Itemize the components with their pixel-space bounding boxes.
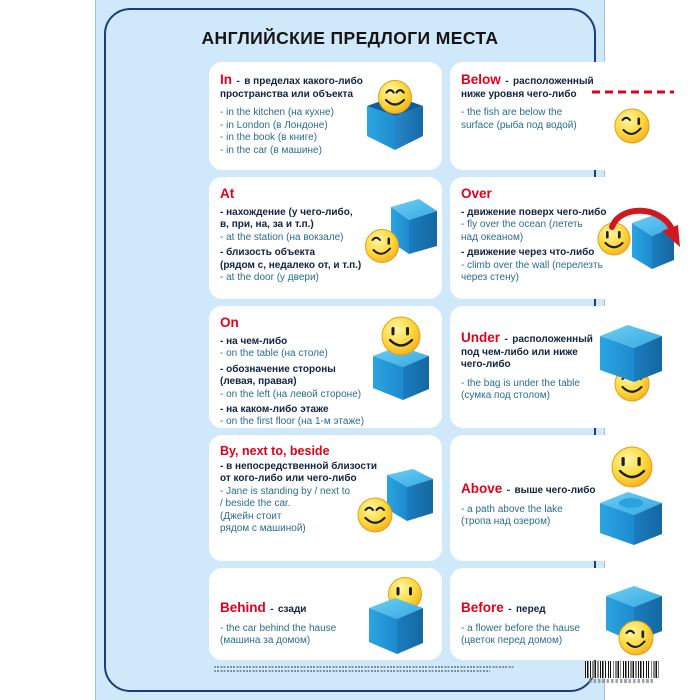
- barcode-number: [589, 679, 655, 683]
- barcode: [585, 661, 659, 683]
- card-definition: перед: [516, 604, 546, 615]
- card-keyword: By, next to, beside: [220, 444, 330, 458]
- preposition-card-grid: [209, 62, 683, 660]
- card-at: [209, 177, 442, 299]
- card-example: - on the first floor (на 1-м этаже): [220, 416, 365, 428]
- card-dash: -: [504, 334, 508, 345]
- card-definition: выше чего-либо: [514, 485, 596, 496]
- card-definition: от кого-либо или чего-либо: [220, 473, 357, 485]
- card-example: - at the station (на вокзале): [220, 231, 344, 243]
- card-example: surface (рыба под водой): [461, 119, 577, 131]
- card-example: - a path above the lake: [461, 504, 563, 515]
- card-definition: расположенный: [513, 76, 594, 87]
- card-definition-line3: чего-либо: [461, 359, 511, 371]
- card-under: [450, 306, 683, 428]
- card-keyword: Under: [461, 330, 501, 345]
- card-example: через стену): [461, 272, 519, 284]
- card-dash: -: [508, 604, 512, 615]
- card-definition: - обозначение стороны: [220, 363, 336, 375]
- card-example: - Jane is standing by / next to: [220, 485, 351, 497]
- card-example: (цветок перед домом): [461, 635, 563, 647]
- card-definition: (рядом с, недалеко от, и т.п.): [220, 259, 362, 271]
- card-definition: - на чем-либо: [220, 336, 288, 347]
- card-by-next-to-beside: [209, 435, 442, 561]
- card-example: (сумка под столом): [461, 390, 550, 402]
- card-definition: - движение через что-либо: [461, 247, 595, 259]
- card-dash: -: [236, 76, 240, 87]
- poster-panel: [95, 0, 605, 700]
- card-example: - the car behind the hause: [220, 623, 337, 634]
- card-in: [209, 62, 442, 170]
- card-behind: [209, 568, 442, 660]
- card-keyword: Before: [461, 600, 504, 615]
- footer-imprint-line: [214, 666, 514, 668]
- card-dash: -: [505, 76, 509, 87]
- card-keyword: Over: [461, 186, 492, 201]
- card-keyword: On: [220, 315, 239, 330]
- card-definition: - движение поверх чего-либо: [461, 207, 607, 218]
- card-example: (тропа над озером): [461, 516, 551, 528]
- card-example: - in the car (в машине): [220, 144, 322, 156]
- card-definition: в, при, на, за и т.п.): [220, 219, 314, 231]
- card-example: рядом с машиной): [220, 523, 306, 535]
- card-keyword: Above: [461, 481, 503, 496]
- card-example: - in the book (в книге): [220, 132, 318, 144]
- page-title: АНГЛИЙСКИЕ ПРЕДЛОГИ МЕСТА: [201, 28, 499, 48]
- card-example: - the fish are below the: [461, 107, 563, 119]
- card-definition: (левая, правая): [220, 376, 297, 388]
- card-below: [450, 62, 683, 170]
- card-keyword: At: [220, 186, 235, 201]
- card-dash: -: [270, 604, 274, 615]
- card-definition: - в непосредственной близости: [220, 461, 377, 472]
- card-example: - climb over the wall (перелезть: [461, 259, 603, 271]
- card-keyword: Below: [461, 72, 501, 87]
- card-example: - in London (в Лондоне): [220, 119, 328, 131]
- card-example: - on the left (на левой стороне): [220, 388, 362, 400]
- card-definition-line2: ниже уровня чего-либо: [461, 89, 577, 100]
- card-example: над океаном): [461, 231, 524, 243]
- card-dash: -: [506, 485, 511, 496]
- card-over: [450, 177, 683, 299]
- card-example: - on the table (на столе): [220, 348, 328, 360]
- card-example: (Джейн стоит: [220, 510, 282, 522]
- card-definition: сзади: [278, 604, 307, 615]
- card-definition: - на каком-либо этаже: [220, 404, 329, 416]
- card-example: / beside the car.: [220, 498, 291, 510]
- barcode-bars: [585, 661, 659, 678]
- card-definition: расположенный: [512, 334, 593, 345]
- card-example: - at the door (у двери): [220, 272, 319, 284]
- card-above: [450, 435, 683, 561]
- card-example: (машина за домом): [220, 635, 311, 647]
- footer-imprint-line: [214, 670, 490, 672]
- card-definition-line2: пространства или объекта: [220, 89, 354, 100]
- card-definition: в пределах какого-либо: [244, 76, 363, 87]
- card-example: - the bag is under the table: [461, 377, 580, 389]
- card-definition-line2: под чем-либо или ниже: [461, 347, 578, 358]
- card-keyword: In: [220, 72, 232, 87]
- card-example: - in the kitchen (на кухне): [220, 107, 334, 119]
- card-example: - a flower before the hause: [461, 623, 580, 634]
- card-before: [450, 568, 683, 660]
- card-definition: - нахождение (у чего-либо,: [220, 207, 353, 218]
- card-keyword: Behind: [220, 600, 266, 615]
- footer-imprint: [214, 666, 514, 674]
- card-definition: - близость объекта: [220, 247, 316, 259]
- card-on: [209, 306, 442, 428]
- card-example: - fly over the ocean (лететь: [461, 219, 583, 231]
